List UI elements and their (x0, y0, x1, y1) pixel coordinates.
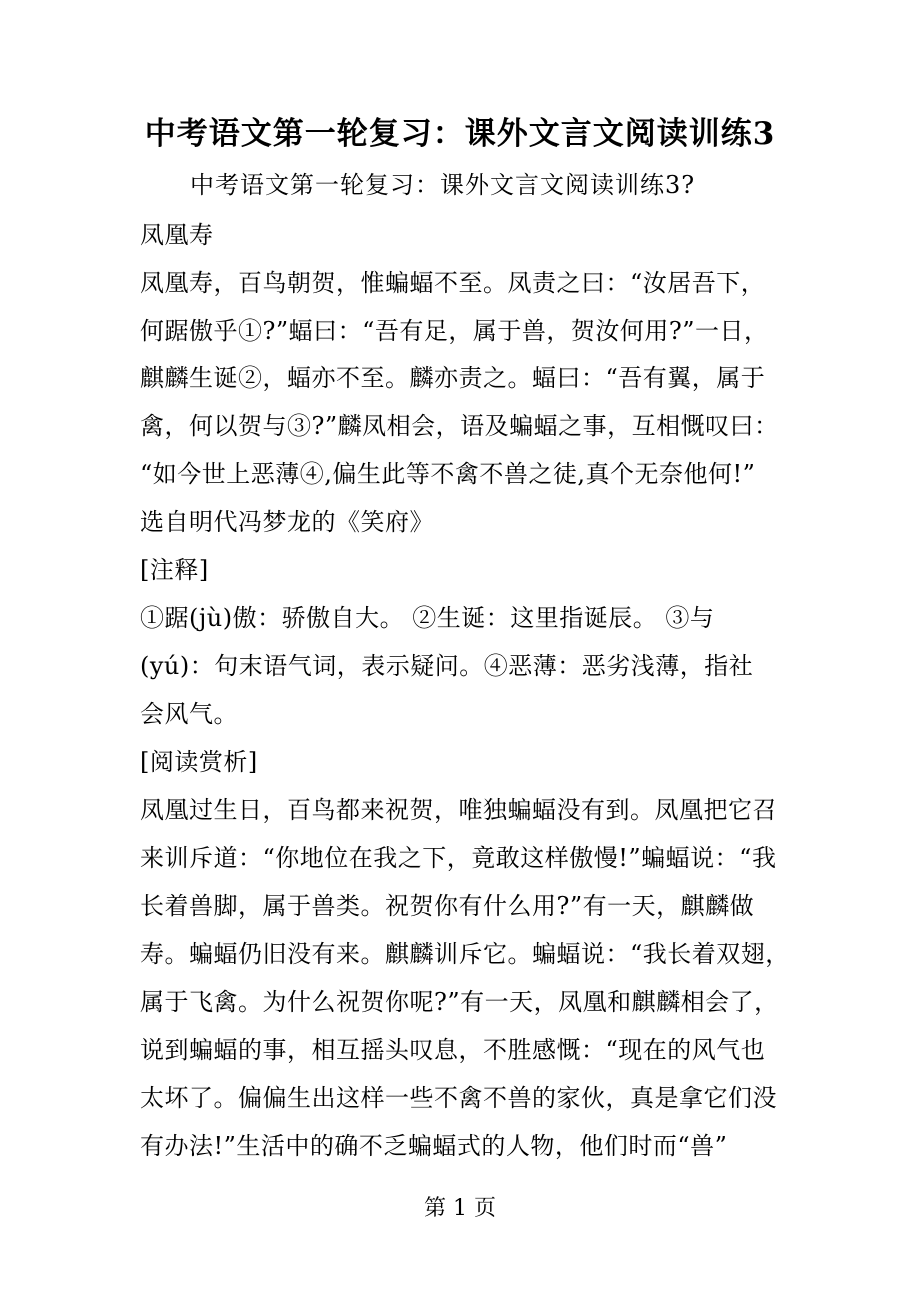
appreciation-line: 凤凰过生日，百鸟都来祝贺，唯独蝙蝠没有到。凤凰把它召 (140, 796, 777, 824)
appreciation-line: 属于飞禽。为什么祝贺你呢?”有一天，凤凰和麒麟相会了， (140, 988, 779, 1016)
appreciation-line: 有办法!”生活中的确不乏蝙蝠式的人物，他们时而“兽” (140, 1132, 728, 1160)
appreciation-line: 寿。蝙蝠仍旧没有来。麒麟训斥它。蝙蝠说：“我长着双翅， (140, 940, 790, 968)
note-line: ①踞(jù)傲：骄傲自大。 ②生诞：这里指诞辰。 ③与 (140, 604, 715, 632)
passage-line: 禽，何以贺与③?”麟凤相会，语及蝙蝠之事，互相慨叹曰： (140, 412, 779, 440)
passage-heading: 凤凰寿 (140, 221, 214, 249)
passage-line: 凤凰寿，百鸟朝贺，惟蝙蝠不至。凤责之曰：“汝居吾下， (140, 269, 766, 297)
appreciation-line: 太坏了。偏偏生出这样一些不禽不兽的家伙，真是拿它们没 (140, 1084, 777, 1112)
passage-source: 选自明代冯梦龙的《笑府》 (140, 508, 434, 536)
document-subtitle: 中考语文第一轮复习：课外文言文阅读训练3? (190, 171, 696, 199)
note-line: 会风气。 (140, 700, 238, 728)
note-line: (yú)：句末语气词，表示疑问。④恶薄：恶劣浅薄，指社 (140, 652, 754, 680)
appreciation-line: 长着兽脚，属于兽类。祝贺你有什么用?”有一天，麒麟做 (140, 892, 755, 920)
passage-line: 何踞傲乎①?”蝠曰：“吾有足，属于兽，贺汝何用?”一日， (140, 317, 769, 345)
notes-heading: [注释] (140, 556, 209, 584)
document-title: 中考语文第一轮复习：课外文言文阅读训练3 (144, 116, 776, 152)
page-number: 第 1 页 (424, 1196, 496, 1221)
appreciation-line: 说到蝙蝠的事，相互摇头叹息，不胜感慨：“现在的风气也 (140, 1036, 766, 1064)
passage-line: “如今世上恶薄④,偏生此等不禽不兽之徒,真个无奈他何!” (140, 460, 756, 488)
passage-line: 麒麟生诞②，蝠亦不至。麟亦责之。蝠曰：“吾有翼，属于 (140, 364, 766, 392)
appreciation-line: 来训斥道：“你地位在我之下，竟敢这样傲慢!”蝙蝠说：“我 (140, 844, 777, 872)
appreciation-heading: [阅读赏析] (140, 748, 258, 776)
